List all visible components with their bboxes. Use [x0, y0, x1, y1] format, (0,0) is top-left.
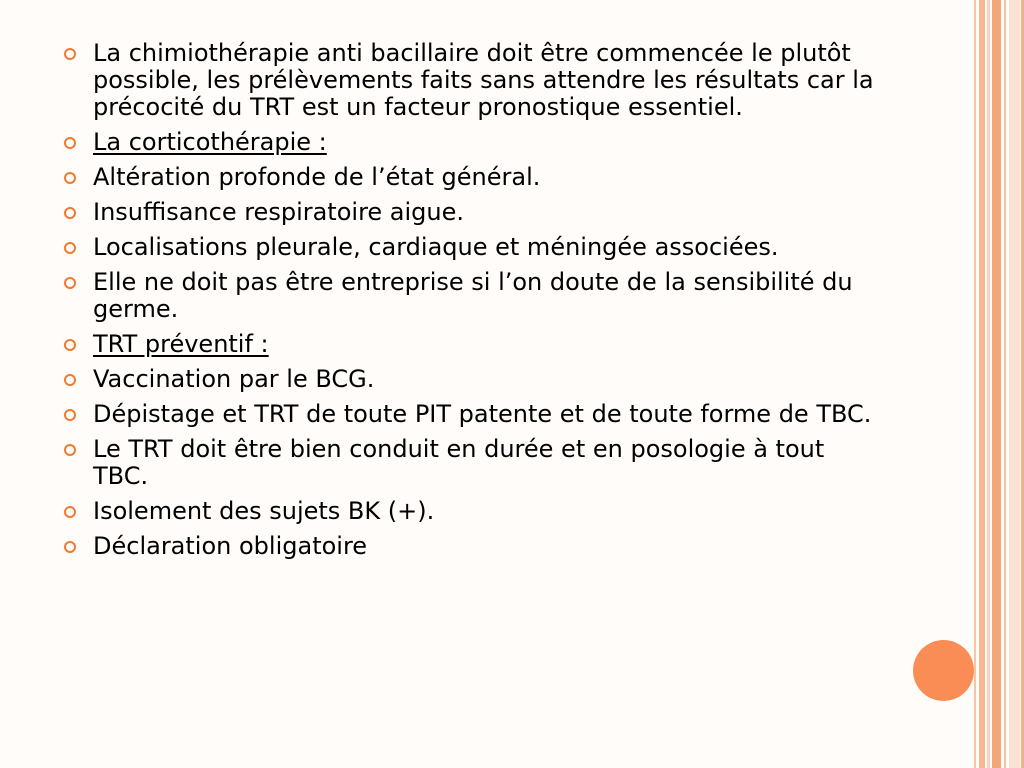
decorative-stripe	[987, 0, 990, 768]
bullet-circle-icon	[64, 137, 76, 149]
bullet-circle-icon	[64, 339, 76, 351]
bullet-text: Altération profonde de l’état général.	[93, 163, 541, 191]
bullet-item	[60, 331, 880, 358]
bullet-list	[60, 40, 880, 568]
bullet-item	[60, 436, 880, 490]
bullet-circle-icon	[64, 541, 76, 553]
decorative-stripe	[1009, 0, 1020, 768]
section-heading: La corticothérapie :	[93, 128, 327, 156]
bullet-text: Insuffisance respiratoire aigue.	[93, 198, 465, 226]
bullet-item	[60, 199, 880, 226]
decorative-stripe	[1004, 0, 1006, 768]
bullet-circle-icon	[64, 48, 76, 60]
bullet-item	[60, 366, 880, 393]
bullet-text: La chimiothérapie anti bacillaire doit être commencée le plutôt possible, les prélèvements faits sans attendre les résultats car la précocité du TRT est un facteur pronostique essentiel.	[93, 39, 874, 121]
bullet-text: Déclaration obligatoire	[93, 532, 368, 560]
bullet-text: Isolement des sujets BK (+).	[93, 497, 435, 525]
bullet-item	[60, 498, 880, 525]
bullet-text: Elle ne doit pas être entreprise si l’on doute de la sensibilité du germe.	[93, 268, 853, 323]
bullet-circle-icon	[64, 506, 76, 518]
decorative-stripe	[979, 0, 985, 768]
bullet-text: Le TRT doit être bien conduit en durée et en posologie à tout TBC.	[93, 435, 825, 490]
bullet-item	[60, 129, 880, 156]
section-heading: TRT préventif :	[93, 330, 269, 358]
bullet-item	[60, 533, 880, 560]
bullet-text: Vaccination par le BCG.	[93, 365, 375, 393]
bullet-text: Localisations pleurale, cardiaque et méningée associées.	[93, 233, 779, 261]
bullet-item	[60, 401, 880, 428]
bullet-circle-icon	[64, 374, 76, 386]
bullet-item	[60, 40, 880, 121]
bullet-item	[60, 234, 880, 261]
bullet-item	[60, 269, 880, 323]
bullet-text: Dépistage et TRT de toute PIT patente et de toute forme de TBC.	[93, 400, 872, 428]
bullet-circle-icon	[64, 242, 76, 254]
bullet-item	[60, 164, 880, 191]
bullet-circle-icon	[64, 409, 76, 421]
bullet-circle-icon	[64, 277, 76, 289]
bullet-circle-icon	[64, 172, 76, 184]
decorative-stripe	[974, 0, 976, 768]
bullet-circle-icon	[64, 444, 76, 456]
decorative-circle	[913, 640, 974, 701]
decorative-stripe	[992, 0, 1001, 768]
bullet-circle-icon	[64, 207, 76, 219]
